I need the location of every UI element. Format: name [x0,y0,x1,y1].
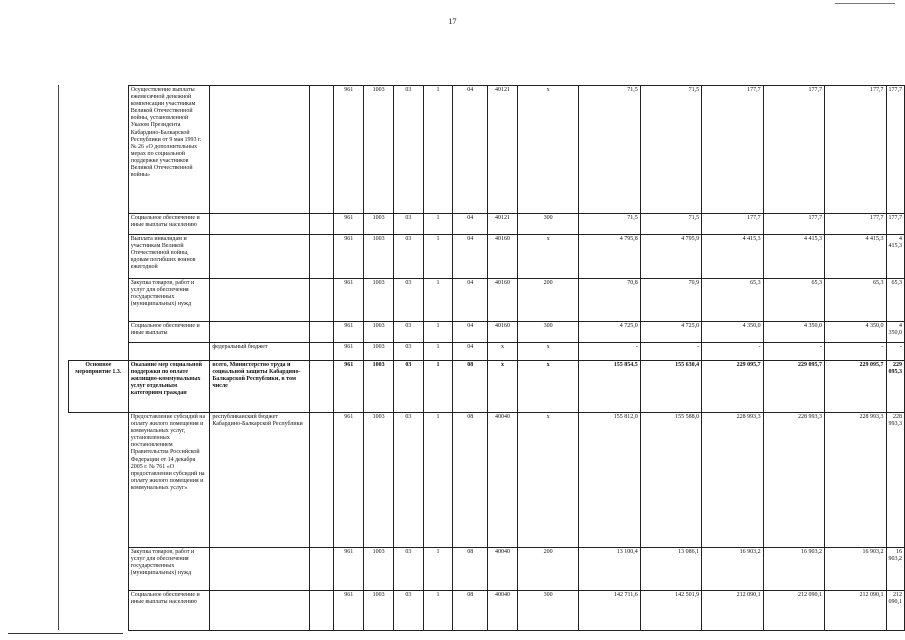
description-cell: Выплата инвалидам и участникам Великой Отечественной войны, вдовам погибших воинов ежегодной [128,235,210,279]
code-rzpr: 1003 [364,413,394,548]
code-vr: 200 [517,279,578,322]
spacer-cell [309,279,334,322]
value-4: 228 993,3 [763,413,824,548]
value-3: 65,3 [702,279,763,322]
code-direction: 40040 [488,413,518,548]
value-1: - [579,343,640,361]
spacer-cell [309,214,334,235]
value-6: 177,7 [886,214,905,235]
code-pp: 1 [423,86,453,214]
value-2: 4 725,0 [640,322,701,343]
code-direction: 40040 [488,591,518,631]
code-grbs: 961 [334,322,364,343]
code-vr: х [517,413,578,548]
funding-source-cell [210,214,309,235]
value-6: 229 095,3 [886,361,905,413]
code-grbs: 961 [334,413,364,548]
description-cell: Социальное обеспечение и иные выплаты [128,322,210,343]
value-5: - [824,343,886,361]
code-direction: 40121 [488,86,518,214]
value-2: 70,9 [640,279,701,322]
code-om: 04 [453,343,488,361]
code-om: 08 [453,548,488,591]
code-vr: х [517,86,578,214]
spacer-cell [309,343,334,361]
value-5: 16 903,2 [824,548,886,591]
value-4: 177,7 [763,86,824,214]
value-4: 16 903,2 [763,548,824,591]
value-3: 229 095,7 [702,361,763,413]
funding-source-cell [210,235,309,279]
funding-source-cell [210,86,309,214]
code-vr: 300 [517,214,578,235]
code-om: 04 [453,214,488,235]
code-gp: 03 [393,214,423,235]
value-4: 177,7 [763,214,824,235]
funding-source-cell [210,548,309,591]
funding-source-cell [210,591,309,631]
description-cell [128,343,210,361]
main-event-cell [69,413,129,548]
value-3: 4 350,0 [702,322,763,343]
code-pp: 1 [423,343,453,361]
code-rzpr: 1003 [364,322,394,343]
value-2: 13 086,1 [640,548,701,591]
value-3: 228 993,3 [702,413,763,548]
value-5: 177,7 [824,86,886,214]
code-direction: х [488,343,518,361]
table-row [69,322,905,343]
description-cell: Закупка товаров, работ и услуг для обеспечения государственных (муниципальных) нужд [128,548,210,591]
code-om: 08 [453,361,488,413]
code-gp: 03 [393,279,423,322]
description-cell: Социальное обеспечение и иные выплаты населению [128,214,210,235]
code-direction: х [488,361,518,413]
main-event-cell [69,591,129,631]
code-rzpr: 1003 [364,214,394,235]
description-cell: Осуществление выплаты ежемесячной денежной компенсации участникам Великой Отечественной войны, установленной Указом Президента Кабардино-Балкарской Республики от 9 мая 1993 г. № 26 «О дополнительных мерах по социальной поддержке участников Великой Отечественной войны» [128,86,210,214]
value-6: 65,3 [886,279,905,322]
code-gp: 03 [393,413,423,548]
code-grbs: 961 [334,86,364,214]
value-2: 71,5 [640,214,701,235]
spacer-cell [309,361,334,413]
value-5: 4 350,0 [824,322,886,343]
value-5: 65,3 [824,279,886,322]
value-5: 177,7 [824,214,886,235]
spacer-cell [309,322,334,343]
value-4: - [763,343,824,361]
spacer-cell [309,413,334,548]
value-1: 155 854,5 [579,361,640,413]
table-row [69,279,905,322]
value-5: 228 993,3 [824,413,886,548]
value-6: 4 415,3 [886,235,905,279]
value-3: 177,7 [702,86,763,214]
code-gp: 03 [393,235,423,279]
code-pp: 1 [423,322,453,343]
code-pp: 1 [423,279,453,322]
main-event-cell [69,343,129,361]
code-gp: 03 [393,86,423,214]
code-pp: 1 [423,548,453,591]
code-gp: 03 [393,591,423,631]
value-1: 71,5 [579,86,640,214]
spacer-cell [309,86,334,214]
code-vr: 300 [517,591,578,631]
value-6: 177,7 [886,86,905,214]
code-om: 08 [453,413,488,548]
value-6: 228 993,3 [886,413,905,548]
code-vr: х [517,235,578,279]
code-pp: 1 [423,413,453,548]
main-event-cell: Основное мероприятие 1.3. [69,361,129,413]
table-row [69,413,905,548]
value-4: 229 095,7 [763,361,824,413]
code-direction: 40121 [488,214,518,235]
value-3: 16 903,2 [702,548,763,591]
code-pp: 1 [423,214,453,235]
value-5: 212 090,1 [824,591,886,631]
value-6: 16 903,2 [886,548,905,591]
value-5: 229 095,7 [824,361,886,413]
code-om: 04 [453,279,488,322]
value-1: 71,5 [579,214,640,235]
code-direction: 40160 [488,279,518,322]
table-row [69,235,905,279]
table-row [69,86,905,214]
main-event-cell [69,548,129,591]
table-row [69,548,905,591]
value-2: 142 501,9 [640,591,701,631]
code-grbs: 961 [334,214,364,235]
description-cell: Оказание мер социальной поддержки по оплате жилищно-коммунальных услуг отдельным категориям граждан [128,361,210,413]
code-grbs: 961 [334,343,364,361]
code-grbs: 961 [334,591,364,631]
value-1: 142 711,6 [579,591,640,631]
main-event-cell [69,322,129,343]
funding-source-cell: всего, Министерство труда и социальной защиты Кабардино-Балкарской Республики, в том числе [210,361,309,413]
value-2: 71,5 [640,86,701,214]
code-pp: 1 [423,591,453,631]
code-direction: 40040 [488,548,518,591]
code-vr: 300 [517,322,578,343]
page-number: 17 [448,17,457,26]
value-4: 4 415,3 [763,235,824,279]
table-row [69,214,905,235]
value-1: 70,8 [579,279,640,322]
value-2: - [640,343,701,361]
code-gp: 03 [393,361,423,413]
value-4: 4 350,0 [763,322,824,343]
code-vr: х [517,361,578,413]
code-direction: 40160 [488,322,518,343]
funding-source-cell: федеральный бюджет [210,343,309,361]
value-3: 177,7 [702,214,763,235]
spacer-cell [309,548,334,591]
value-6: 212 090,1 [886,591,905,631]
description-cell: Закупка товаров, работ и услуг для обеспечения государственных (муниципальных) нужд [128,279,210,322]
value-3: - [702,343,763,361]
code-vr: х [517,343,578,361]
code-gp: 03 [393,322,423,343]
funding-source-cell: республиканский бюджет Кабардино-Балкарской Республики [210,413,309,548]
table-row [69,361,905,413]
main-event-cell [69,86,129,214]
funding-source-cell [210,279,309,322]
code-pp: 1 [423,361,453,413]
value-6: 4 350,0 [886,322,905,343]
value-1: 4 725,0 [579,322,640,343]
value-3: 212 090,1 [702,591,763,631]
value-2: 155 588,0 [640,413,701,548]
code-om: 04 [453,86,488,214]
code-direction: 40160 [488,235,518,279]
code-rzpr: 1003 [364,343,394,361]
value-1: 155 812,0 [579,413,640,548]
code-grbs: 961 [334,361,364,413]
spacer-cell [309,235,334,279]
budget-table [68,85,905,631]
code-gp: 03 [393,343,423,361]
code-grbs: 961 [334,279,364,322]
value-3: 4 415,3 [702,235,763,279]
code-gp: 03 [393,548,423,591]
code-vr: 200 [517,548,578,591]
code-om: 04 [453,235,488,279]
main-event-cell [69,279,129,322]
table-row [69,591,905,631]
value-5: 4 415,3 [824,235,886,279]
code-om: 08 [453,591,488,631]
main-event-cell [69,214,129,235]
table-row [69,343,905,361]
footnote-rule [8,633,123,634]
margin-rule [58,85,59,630]
code-om: 04 [453,322,488,343]
value-1: 4 795,8 [579,235,640,279]
value-4: 65,3 [763,279,824,322]
table-body [69,86,905,631]
code-rzpr: 1003 [364,279,394,322]
value-2: 4 795,9 [640,235,701,279]
description-cell: Предоставление субсидий на оплату жилого помещения и коммунальных услуг, установленных постановлением Правительства Российской Федерации от 14 декабря 2005 г. № 761 «О предоставлении субсидий на оплату жилого помещения и коммунальных услуг» [128,413,210,548]
code-pp: 1 [423,235,453,279]
header-rule [835,3,895,4]
code-rzpr: 1003 [364,361,394,413]
code-rzpr: 1003 [364,235,394,279]
description-cell: Социальное обеспечение и иные выплаты населению [128,591,210,631]
code-grbs: 961 [334,548,364,591]
value-4: 212 090,1 [763,591,824,631]
code-grbs: 961 [334,235,364,279]
main-event-cell [69,235,129,279]
funding-source-cell [210,322,309,343]
value-6: - [886,343,905,361]
code-rzpr: 1003 [364,548,394,591]
value-2: 155 630,4 [640,361,701,413]
code-rzpr: 1003 [364,86,394,214]
spacer-cell [309,591,334,631]
value-1: 13 100,4 [579,548,640,591]
code-rzpr: 1003 [364,591,394,631]
